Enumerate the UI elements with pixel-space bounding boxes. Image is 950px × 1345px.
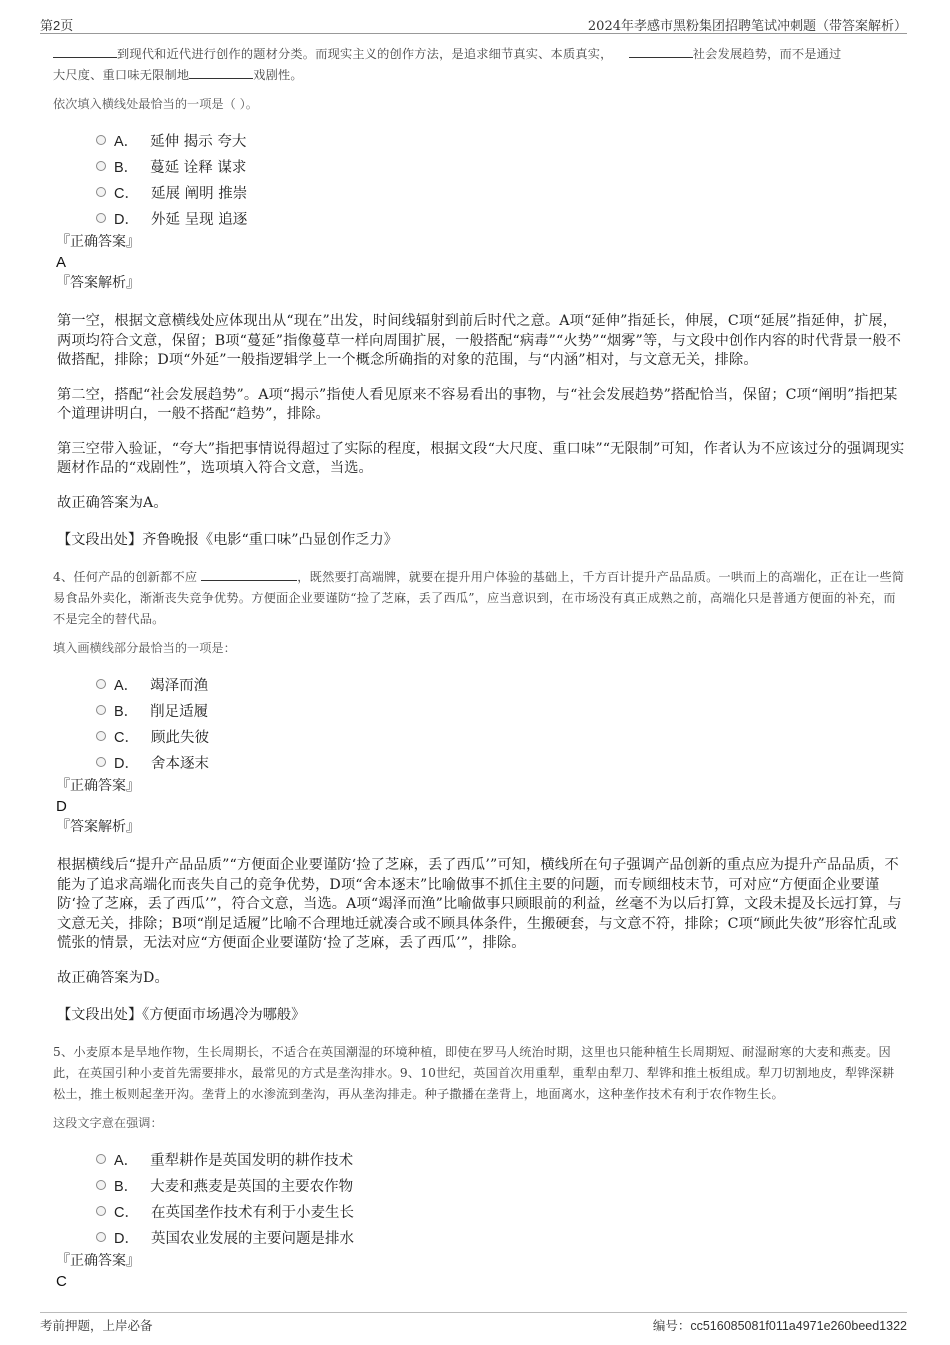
document-code: [653, 1316, 907, 1334]
option-text: 削足适履: [150, 703, 209, 720]
option-text: 在英国垄作技术有利于小麦生长: [150, 1204, 354, 1221]
question-text-part: ，既然要打高端牌，就要在提升用户体验的基础上，千方百计提升产品品质。一哄而上的高端化，正在让一些简易食品外卖化，渐渐丧失竞争优势。方便面企业要谨防“捡了芝麻，丢了西瓜”，应当意识到，在市场没有真正成熟之前，高端化只是普通方便面的补充，而不是完全的替代品。: [53, 570, 905, 626]
page-number: 第2页: [40, 18, 74, 33]
options-list: [96, 1146, 905, 1250]
option-c[interactable]: [96, 179, 905, 205]
page-header: [40, 12, 907, 34]
option-b[interactable]: [96, 1172, 905, 1198]
option-text: 外延 呈现 追逐: [150, 211, 248, 228]
option-text: 蔓延 诠释 谋求: [150, 159, 247, 176]
option-letter: C．: [114, 1204, 139, 1221]
radio-icon[interactable]: [96, 1180, 106, 1190]
option-text: 重犁耕作是英国发明的耕作技术: [150, 1152, 354, 1169]
document-title: 2024年孝感市黑粉集团招聘笔试冲刺题（带答案解析）: [587, 19, 907, 34]
option-letter: B．: [114, 703, 139, 720]
radio-icon[interactable]: [96, 187, 106, 197]
option-d[interactable]: [96, 1224, 905, 1250]
answer-label: 『正确答案』: [56, 1253, 140, 1269]
question-text-part: 戏剧性。: [253, 68, 303, 82]
option-letter: C．: [114, 185, 139, 202]
correct-answer: C: [56, 1273, 67, 1290]
radio-icon[interactable]: [96, 705, 106, 715]
option-text: 延展 阐明 推崇: [150, 185, 248, 202]
fill-blank: [189, 66, 253, 79]
question-instruction: 填入画横线部分最恰当的一项是：: [53, 641, 236, 655]
option-b[interactable]: [96, 697, 905, 723]
question-3: [53, 44, 905, 549]
option-b[interactable]: [96, 153, 905, 179]
radio-icon[interactable]: [96, 1154, 106, 1164]
option-c[interactable]: [96, 1198, 905, 1224]
analysis-label: 『答案解析』: [56, 275, 140, 291]
correct-answer: A: [56, 254, 67, 271]
code-value: cc516085081f011a4971e260beed1322: [690, 1319, 907, 1333]
page-footer: [40, 1312, 907, 1336]
question-instruction: 依次填入横线处最恰当的一项是（ ）。: [53, 97, 258, 111]
option-letter: D．: [114, 211, 139, 228]
option-letter: A．: [114, 133, 139, 150]
option-text: 竭泽而渔: [150, 677, 209, 694]
question-5-text: [53, 1042, 905, 1105]
question-text-part: 到现代和近代进行创作的题材分类。而现实主义的创作方法，是追求细节真实、本质真实，: [117, 47, 613, 61]
radio-icon[interactable]: [96, 161, 106, 171]
analysis-paragraph: 第二空，搭配“社会发展趋势”。A项“揭示”指使人看见原来不容易看出的事物，与“社会发展趋势”搭配恰当，保留；C项“阐明”指把某个道理讲明白，一般不搭配“趋势”，排除。: [57, 386, 898, 422]
correct-answer: D: [56, 798, 67, 815]
question-instruction: 这段文字意在强调：: [53, 1116, 163, 1130]
question-5: [53, 1042, 905, 1291]
question-4-text: [53, 567, 905, 630]
text-source: 【文段出处】齐鲁晚报《电影“重口味”凸显创作乏力》: [57, 532, 398, 548]
option-letter: B．: [114, 159, 139, 176]
question-3-text: [53, 44, 905, 86]
analysis-paragraph: 第一空，根据文意横线处应体现出从“现在”出发，时间线辐射到前后时代之意。A项“延伸”指延长，伸展，C项“延展”指延伸，扩展，两项均符合文意，保留；B项“蔓延”指像蔓草一样向周围扩展，一般搭配“病毒”“火势”“烟雾”等，与文段中创作内容的时代背景一般不做搭配，排除；D项“外延”一般指逻辑学上一个概念所确指的对象的范围，与“内涵”相对，与文意无关，排除。: [57, 313, 902, 368]
option-text: 英国农业发展的主要问题是排水: [150, 1230, 354, 1247]
option-letter: D．: [114, 755, 139, 772]
fill-blank: [53, 45, 117, 58]
option-a[interactable]: [96, 1146, 905, 1172]
option-a[interactable]: [96, 127, 905, 153]
option-c[interactable]: [96, 723, 905, 749]
fill-blank: [201, 568, 297, 581]
answer-label: 『正确答案』: [56, 778, 140, 794]
options-list: [96, 127, 905, 231]
option-letter: C．: [114, 729, 139, 746]
options-list: [96, 671, 905, 775]
question-text-part: 社会发展趋势，而不是通过: [692, 47, 842, 61]
analysis-paragraph: 第三空带入验证，“夸大”指把事情说得超过了实际的程度，根据文段“大尺度、重口味”“无限制”可知，作者认为不应该过分的强调现实题材作品的“戏剧性”，选项填入符合文意，当选。: [57, 440, 905, 476]
radio-icon[interactable]: [96, 731, 106, 741]
option-letter: A．: [114, 677, 139, 694]
option-text: 顾此失彼: [150, 729, 209, 746]
option-text: 大麦和燕麦是英国的主要农作物: [150, 1178, 354, 1195]
question-4: [53, 567, 905, 1024]
footer-slogan: 考前押题，上岸必备: [40, 1318, 153, 1333]
analysis-paragraph: 根据横线后“提升产品品质”“方便面企业要谨防‘捡了芝麻，丢了西瓜’”可知，横线所在句子强调产品创新的重点应为提升产品品质，不能为了追求高端化而丧失自己的竞争优势，D项“舍本逐末”比喻做事不抓住主要的问题，而专顾细枝末节，可对应“方便面企业要谨防‘捡了芝麻，丢了西瓜’”，符合文意，当选。A项“竭泽而渔”比喻做事只顾眼前的利益，丝毫不为以后打算，文段未提及长远打算，与文意无关，排除；B项“削足适履”比喻不合理地迁就凑合或不顾具体条件，生搬硬套，与文意不符，排除；C项“顾此失彼”形容忙乱或慌张的情景，无法对应“方便面企业要谨防‘捡了芝麻，丢了西瓜’”，排除。: [57, 857, 902, 951]
option-text: 延伸 揭示 夸大: [150, 133, 247, 150]
option-letter: B．: [114, 1178, 139, 1195]
radio-icon[interactable]: [96, 1206, 106, 1216]
option-d[interactable]: [96, 749, 905, 775]
radio-icon[interactable]: [96, 757, 106, 767]
option-text: 舍本逐末: [150, 755, 209, 772]
page-content: [53, 44, 905, 1291]
fill-blank: [629, 45, 693, 58]
analysis-label: 『答案解析』: [56, 819, 140, 835]
question-text-part: 大尺度、重口味无限制地: [53, 68, 190, 82]
radio-icon[interactable]: [96, 135, 106, 145]
question-text-part: 任何产品的创新都不应: [73, 570, 198, 584]
analysis-conclusion: 故正确答案为A。: [57, 494, 168, 511]
option-d[interactable]: [96, 205, 905, 231]
question-number: 5、: [53, 1045, 74, 1059]
code-label: 编号：: [652, 1318, 691, 1333]
option-letter: A．: [114, 1152, 139, 1169]
answer-label: 『正确答案』: [56, 234, 140, 250]
option-a[interactable]: [96, 671, 905, 697]
text-source: 【文段出处】《方便面市场遇冷为哪般》: [57, 1007, 306, 1023]
radio-icon[interactable]: [96, 1232, 106, 1242]
analysis-conclusion: 故正确答案为D。: [57, 969, 169, 986]
question-text-part: 小麦原本是旱地作物，生长周期长，不适合在英国潮湿的环境种植，即使在罗马人统治时期，这里也只能种植生长周期短、耐湿耐寒的大麦和燕麦。因此，在英国引种小麦首先需要排水，最常见的方式是垄沟排水。9、10世纪，英国首次用重犁，重犁由犁刀、犁铧和推土板组成。犁刀切割地皮，犁铧深耕松土，推土板则起垄开沟。垄背上的水渗流到垄沟，再从垄沟排走。种子撒播在垄背上，地面离水，这种垄作技术有利于农作物生长。: [53, 1045, 895, 1101]
option-letter: D．: [114, 1230, 139, 1247]
radio-icon[interactable]: [96, 213, 106, 223]
radio-icon[interactable]: [96, 679, 106, 689]
question-number: 4、: [53, 570, 74, 584]
